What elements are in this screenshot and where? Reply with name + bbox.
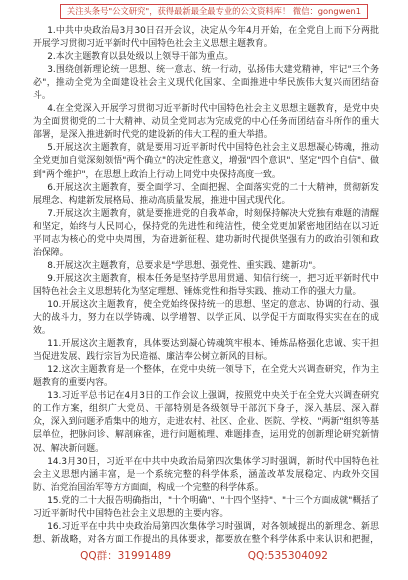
paragraph-15: 15.党的二十大报告明确指出，"十个明确"、"十四个坚持"、"十三个方面成就"概括了习近平新时代中国特色社会主义思想的主要内容。 (33, 495, 379, 519)
paragraph-13: 13.习近平总书记在4月3日的工作会议上强调，按照党中央关于在全党大兴调查研究的工作方案，组织广大党员、干部特别是各级领导干部沉下身子，深入基层、深入群众，深入到问题矛盾集中的地方，走进农村、社区、企业、医院、学校、"两新"组织等基层单位，把脉问诊、解剖麻雀，进行问题梳理、难题排查，运用党的创新理论研究新情况、解决新问题。 (33, 391, 379, 454)
paragraph-3: 3.围绕创新理论统一思想、统一意志、统一行动，弘扬伟大建党精神，牢记"三个务必"，推动全党为全面建设社会主义现代化国家、全面推进中华民族伟大复兴而团结奋斗。 (33, 65, 379, 102)
paragraph-11: 11.开展这次主题教育，具体要达到凝心铸魂筑牢根本、锤炼品格强化忠诚、实干担当促进发展、践行宗旨为民造福、廉洁奉公树立新风的目标。 (33, 339, 379, 363)
paragraph-4: 4.在全党深入开展学习贯彻习近平新时代中国特色社会主义思想主题教育，是党中央为全面贯彻党的二十大精神、动员全党同志为完成党的中心任务而团结奋斗所作的重大部署，是深入推进新时代党的建设新的伟大工程的重大举措。 (33, 104, 379, 141)
paragraph-8: 8.开展这次主题教育，总要求是"学思想、强党性、重实践、建新功"。 (47, 260, 322, 271)
paragraph-14: 14.3月30日，习近平在中共中央政治局第四次集体学习时强调，新时代中国特色社会主义思想内涵丰富，是一个系统完整的科学体系，涵盖改革发展稳定、内政外交国防、治党治国治军等方方面面，构成一个完整的科学体系。 (33, 456, 379, 493)
paragraph-12: 12.这次主题教育是一个整体，在党中央统一领导下，在全党大兴调查研究，作为主题教育的重要内容。 (33, 365, 379, 389)
paragraph-6: 6.开展这次主题教育，要全面学习、全面把握、全面落实党的二十大精神，贯彻新发展理念、构建新发展格局、推动高质量发展，推进中国式现代化。 (33, 182, 379, 206)
promo-banner: 关注头条号"公文研究"，获得最新最全最专业的公文资料库！ 微信：gongwen1 (60, 4, 368, 19)
qq-number: QQ:535304092 (247, 550, 328, 562)
paragraph-1: 1.中共中央政治局3月30日召开会议，决定从今年4月开始，在全党自上而下分两批开展学习贯彻习近平新时代中国特色社会主义思想主题教育。 (33, 26, 379, 50)
paragraph-7: 7.开展这次主题教育，就是要推进党的自我革命，时刻保持解决大党独有难题的清醒和坚定，始终与人民同心，保持党的先进性和纯洁性，使全党更加紧密地团结在以习近平同志为核心的党中央周围，为奋进新征程、建功新时代提供坚强有力的政治引领和政治保障。 (33, 208, 379, 258)
paragraph-9: 9.开展这次主题教育，根本任务是坚持学思用贯通、知信行统一，把习近平新时代中国特色社会主义思想转化为坚定理想、锤炼党性和指导实践、推动工作的强大力量。 (33, 273, 379, 297)
contact-footer (0, 546, 408, 566)
qq-group-number: QQ群：31991489 (80, 550, 172, 562)
paragraph-2: 2.本次主题教育以县处级以上领导干部为重点。 (47, 52, 234, 63)
paragraph-16: 16.习近平在中共中央政治局第四次集体学习时强调，对各领域提出的新理念、新思想、新战略，对各方面工作提出的具体要求，都要放在整个科学体系中来认识和把握， (33, 521, 379, 545)
paragraph-5: 5.开展这次主题教育，就是要用习近平新时代中国特色社会主义思想凝心铸魂，推动全党更加自觉深刻领悟"两个确立"的决定性意义，增强"四个意识"、坚定"四个自信"、做到"两个维护"，在思想上政治上行动上同党中央保持高度一致。 (33, 143, 379, 180)
document-body (33, 25, 379, 546)
paragraph-10: 10.开展这次主题教育，使全党始终保持统一的思想、坚定的意志、协调的行动、强大的战斗力，努力在以学铸魂、以学增智、以学正风、以学促干方面取得实实在在的成效。 (33, 299, 379, 337)
